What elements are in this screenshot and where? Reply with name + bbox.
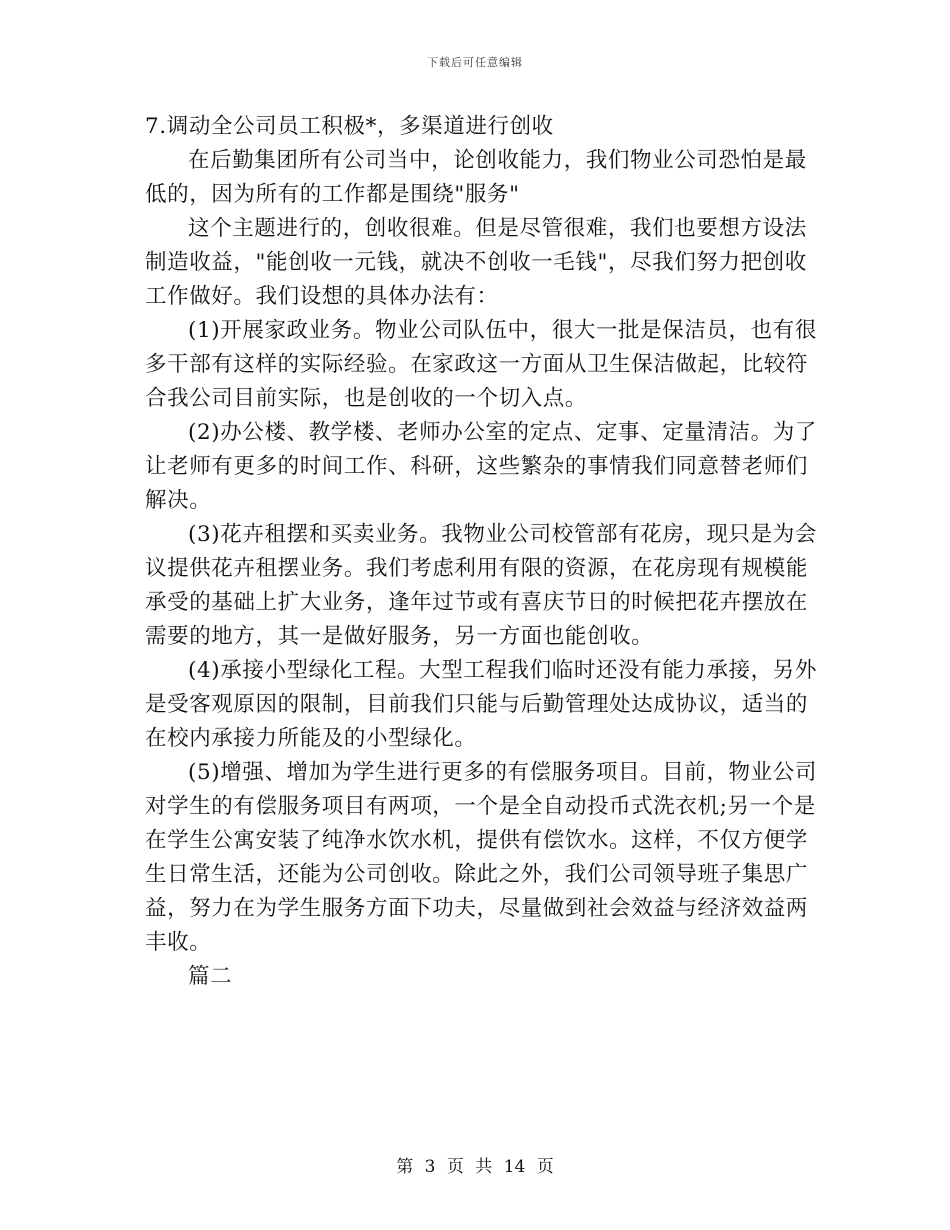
paragraph-line: 制造收益，"能创收一元钱，就决不创收一毛钱"，尽我们努力把创收 [145, 250, 807, 275]
paragraph-line: 工作做好。我们设想的具体办法有： [145, 284, 499, 309]
list-item-line: 多干部有这样的实际经验。在家政这一方面从卫生保洁做起，比较符 [145, 352, 809, 377]
list-item-line: 在学生公寓安装了纯净水饮水机，提供有偿饮水。这样，不仅方便学 [145, 828, 809, 853]
list-item-line: 让老师有更多的时间工作、科研，这些繁杂的事情我们同意替老师们 [145, 454, 809, 479]
list-item-line: 在校内承接力所能及的小型绿化。 [145, 726, 477, 751]
paragraph-line: 这个主题进行的，创收很难。但是尽管很难，我们也要想方设法 [188, 216, 807, 241]
list-item-line: (4)承接小型绿化工程。大型工程我们临时还没有能力承接，另外 [188, 658, 817, 683]
list-item-line: 合我公司目前实际，也是创收的一个切入点。 [145, 386, 588, 411]
list-item-line: (1)开展家政业务。物业公司队伍中，很大一批是保洁员，也有很 [188, 318, 817, 343]
page-number: 第 3 页 共 14 页 [396, 1157, 554, 1177]
list-item-line: 生日常生活，还能为公司创收。除此之外，我们公司领导班子集思广 [145, 862, 809, 887]
download-note: 下载后可任意编辑 [427, 56, 523, 69]
list-item-line: 议提供花卉租摆业务。我们考虑利用有限的资源，在花房现有规模能 [145, 556, 809, 581]
list-item-line: 对学生的有偿服务项目有两项，一个是全自动投币式洗衣机;另一个是 [145, 794, 816, 819]
list-item-line: 需要的地方，其一是做好服务，另一方面也能创收。 [145, 624, 654, 649]
list-item-line: (5)增强、增加为学生进行更多的有偿服务项目。目前，物业公司 [188, 760, 817, 785]
list-item-line: 承受的基础上扩大业务，逢年过节或有喜庆节日的时候把花卉摆放在 [145, 590, 809, 615]
list-item-line: (3)花卉租摆和买卖业务。我物业公司校管部有花房，现只是为会 [188, 522, 817, 547]
list-item-line: (2)办公楼、教学楼、老师办公室的定点、定事、定量清洁。为了 [188, 420, 817, 445]
paragraph-line: 低的，因为所有的工作都是围绕"服务" [145, 182, 520, 207]
list-item-line: 解决。 [145, 488, 212, 513]
section-label: 篇二 [188, 964, 233, 989]
section-heading: 7.调动全公司员工积极*，多渠道进行创收 [145, 114, 554, 139]
document-body [145, 110, 817, 994]
list-item-line: 益，努力在为学生服务方面下功夫，尽量做到社会效益与经济效益两 [145, 896, 809, 921]
list-item-line: 丰收。 [145, 930, 212, 955]
paragraph-line: 在后勤集团所有公司当中，论创收能力，我们物业公司恐怕是最 [188, 148, 807, 173]
list-item-line: 是受客观原因的限制，目前我们只能与后勤管理处达成协议，适当的 [145, 692, 809, 717]
